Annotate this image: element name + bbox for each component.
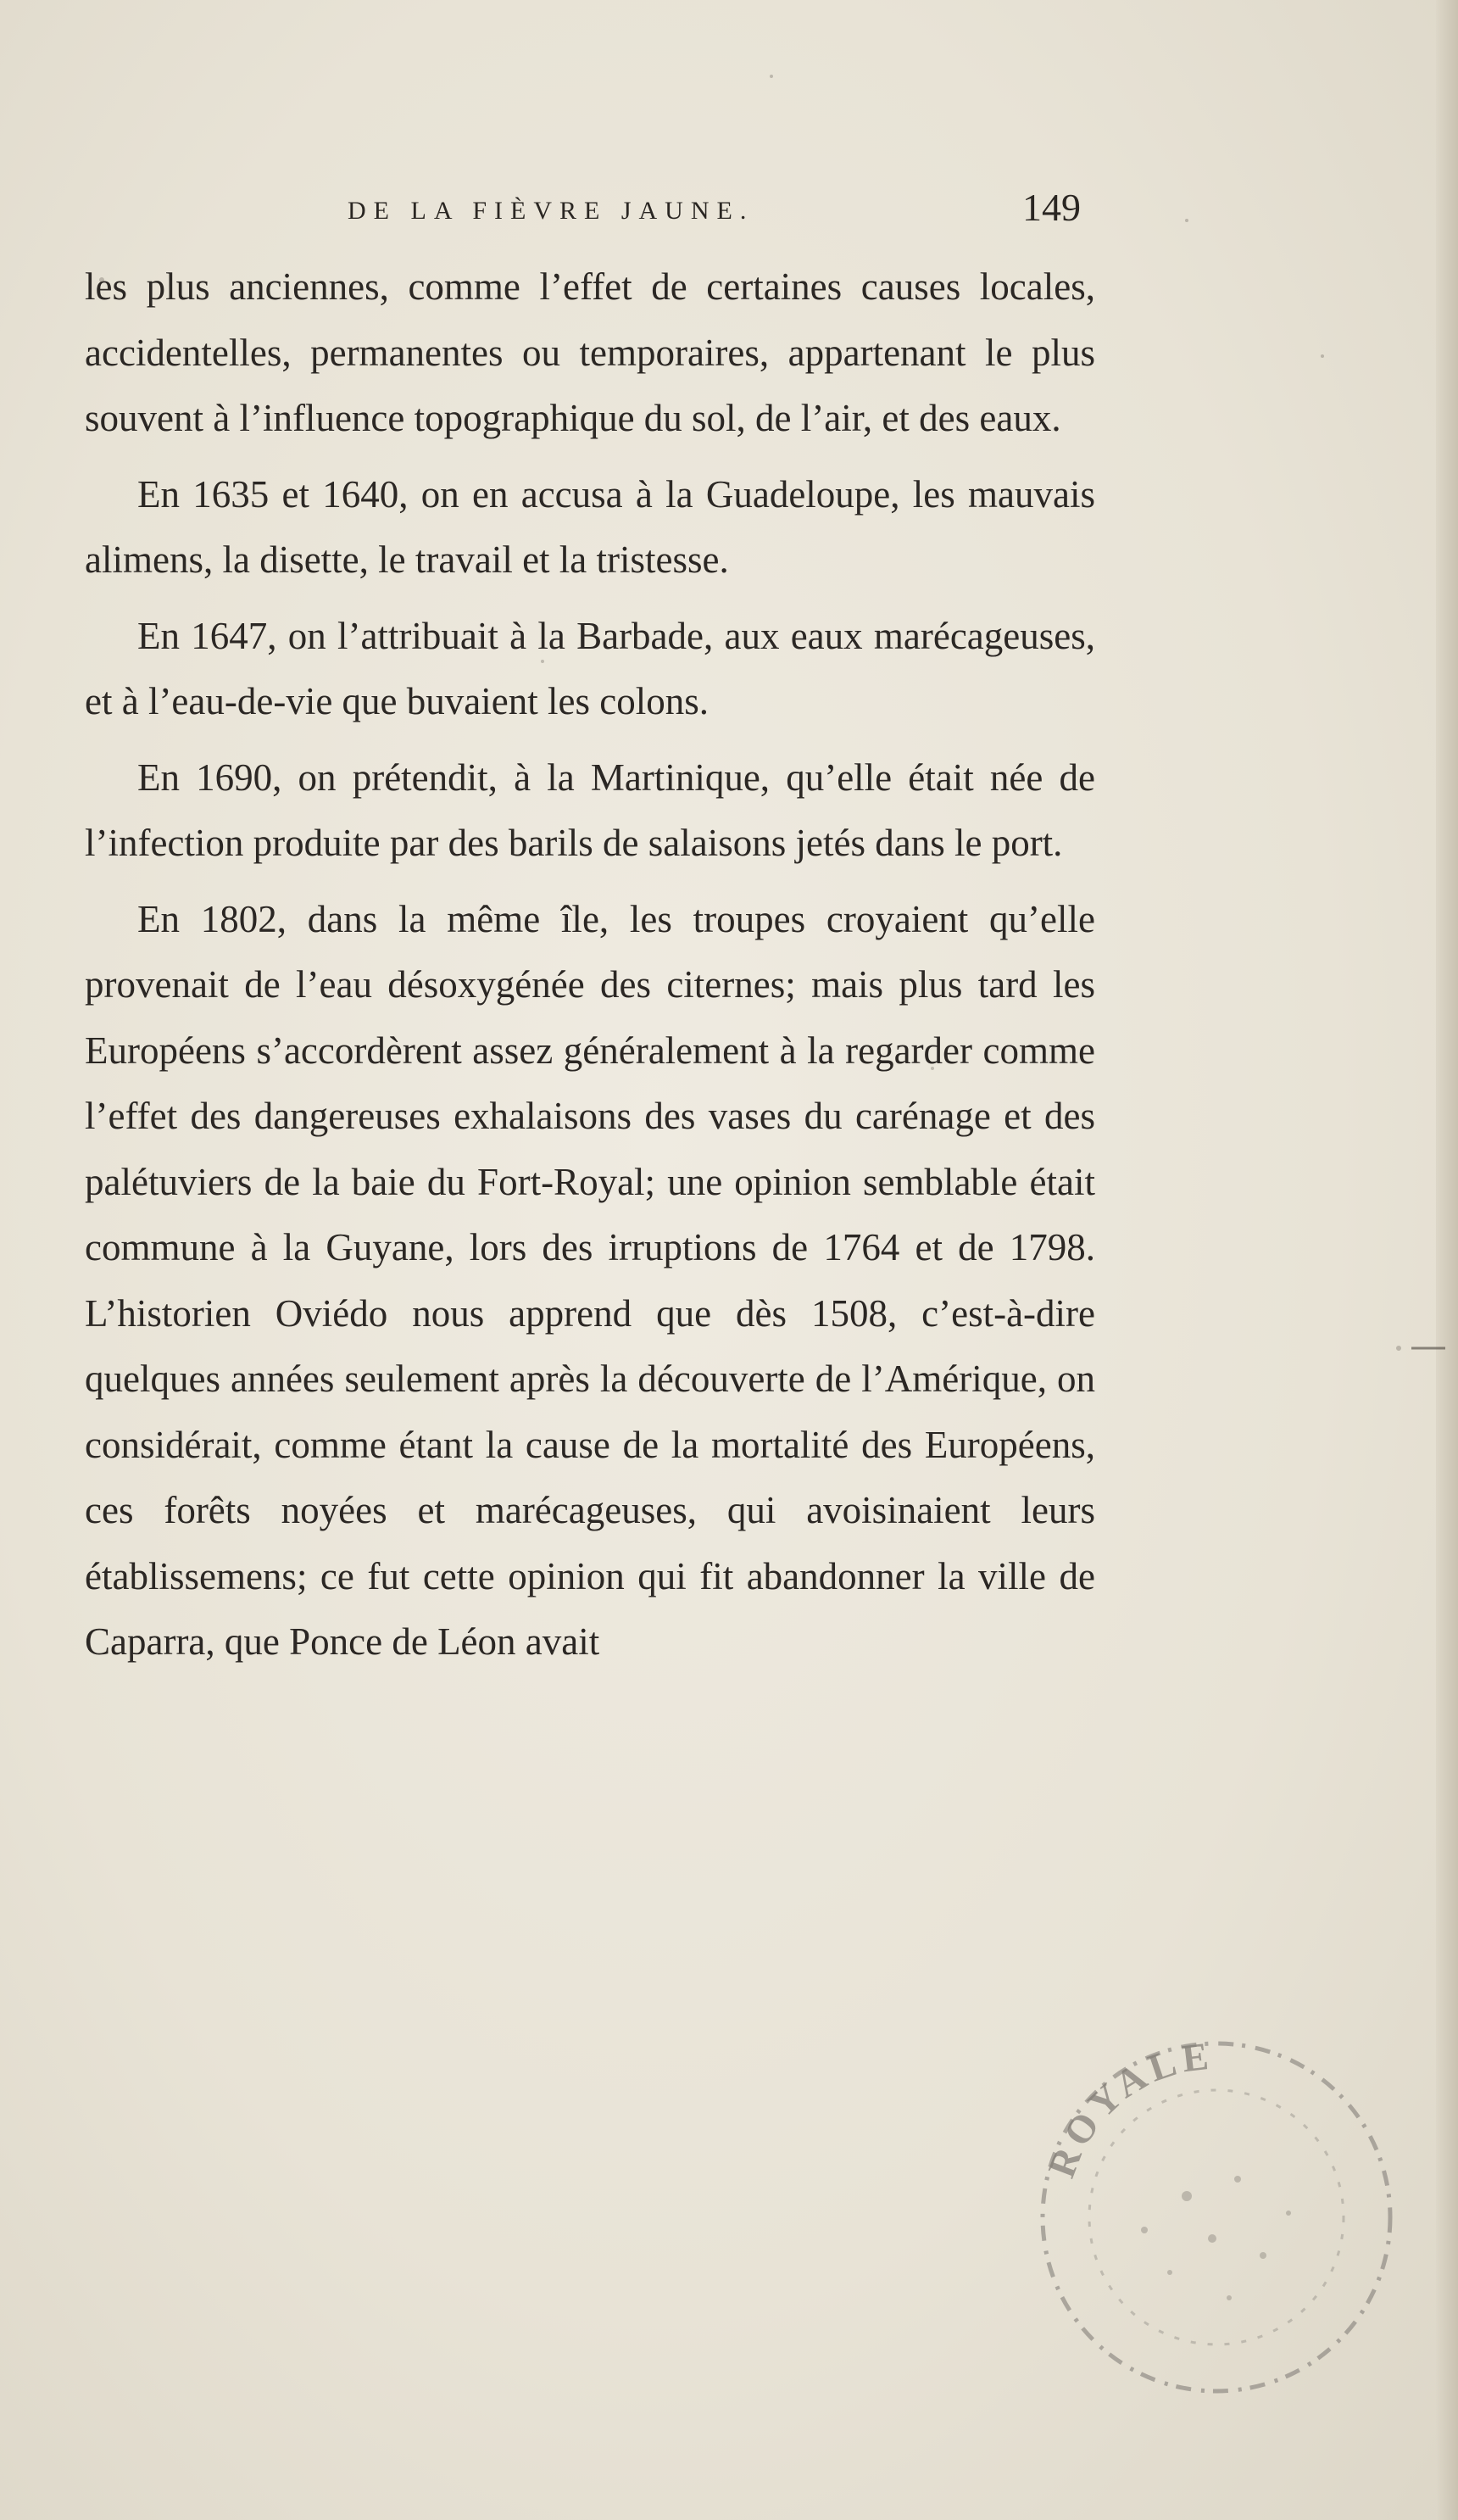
paragraph-3: En 1647, on l’attribuait à la Barbade, aux eaux marécageuses, et à l’eau-de-vie que buvaient les colons.	[85, 614, 1095, 722]
page-number: 149	[1022, 186, 1081, 229]
paragraph-5: En 1802, dans la même île, les troupes croyaient qu’elle provenait de l’eau désoxygénée des citernes; mais plus tard les Européens s’accordèrent assez généralement à la regarder comme l’effet des dangereuses exhalaisons des vases du carénage et des palétuviers de la baie du Fort-Royal; une opinion semblable était commune à la Guyane, lors des irruptions de 1764 et de 1798. L’historien Oviédo nous apprend que dès 1508, c’est-à-dire quelques années seulement après la découverte de l’Amérique, on considérait, comme étant la cause de la mortalité des Européens, ces forêts noyées et marécageuses, qui avoisinaient leurs établissemens; ce fut cette opinion qui fit abandonner la ville de Caparra, que Ponce de Léon avait	[85, 897, 1095, 1663]
paragraph-2: En 1635 et 1640, on en accusa à la Guadeloupe, les mauvais alimens, la disette, le travail et la tristesse.	[85, 472, 1095, 581]
stamp-lettering: ROYALE	[1039, 2033, 1216, 2183]
paragraph-1: les plus anciennes, comme l’effet de certaines causes locales, accidentelles, permanentes ou temporaires, appartenant le plus souvent à l’influence topographique du sol, de l’air, et des eaux.	[85, 265, 1095, 439]
running-title: DE LA FIÈVRE JAUNE.	[348, 197, 754, 225]
paragraph-4: En 1690, on prétendit, à la Martinique, qu’elle était née de l’infection produite par des barils de salaisons jetés dans le port.	[85, 755, 1095, 864]
